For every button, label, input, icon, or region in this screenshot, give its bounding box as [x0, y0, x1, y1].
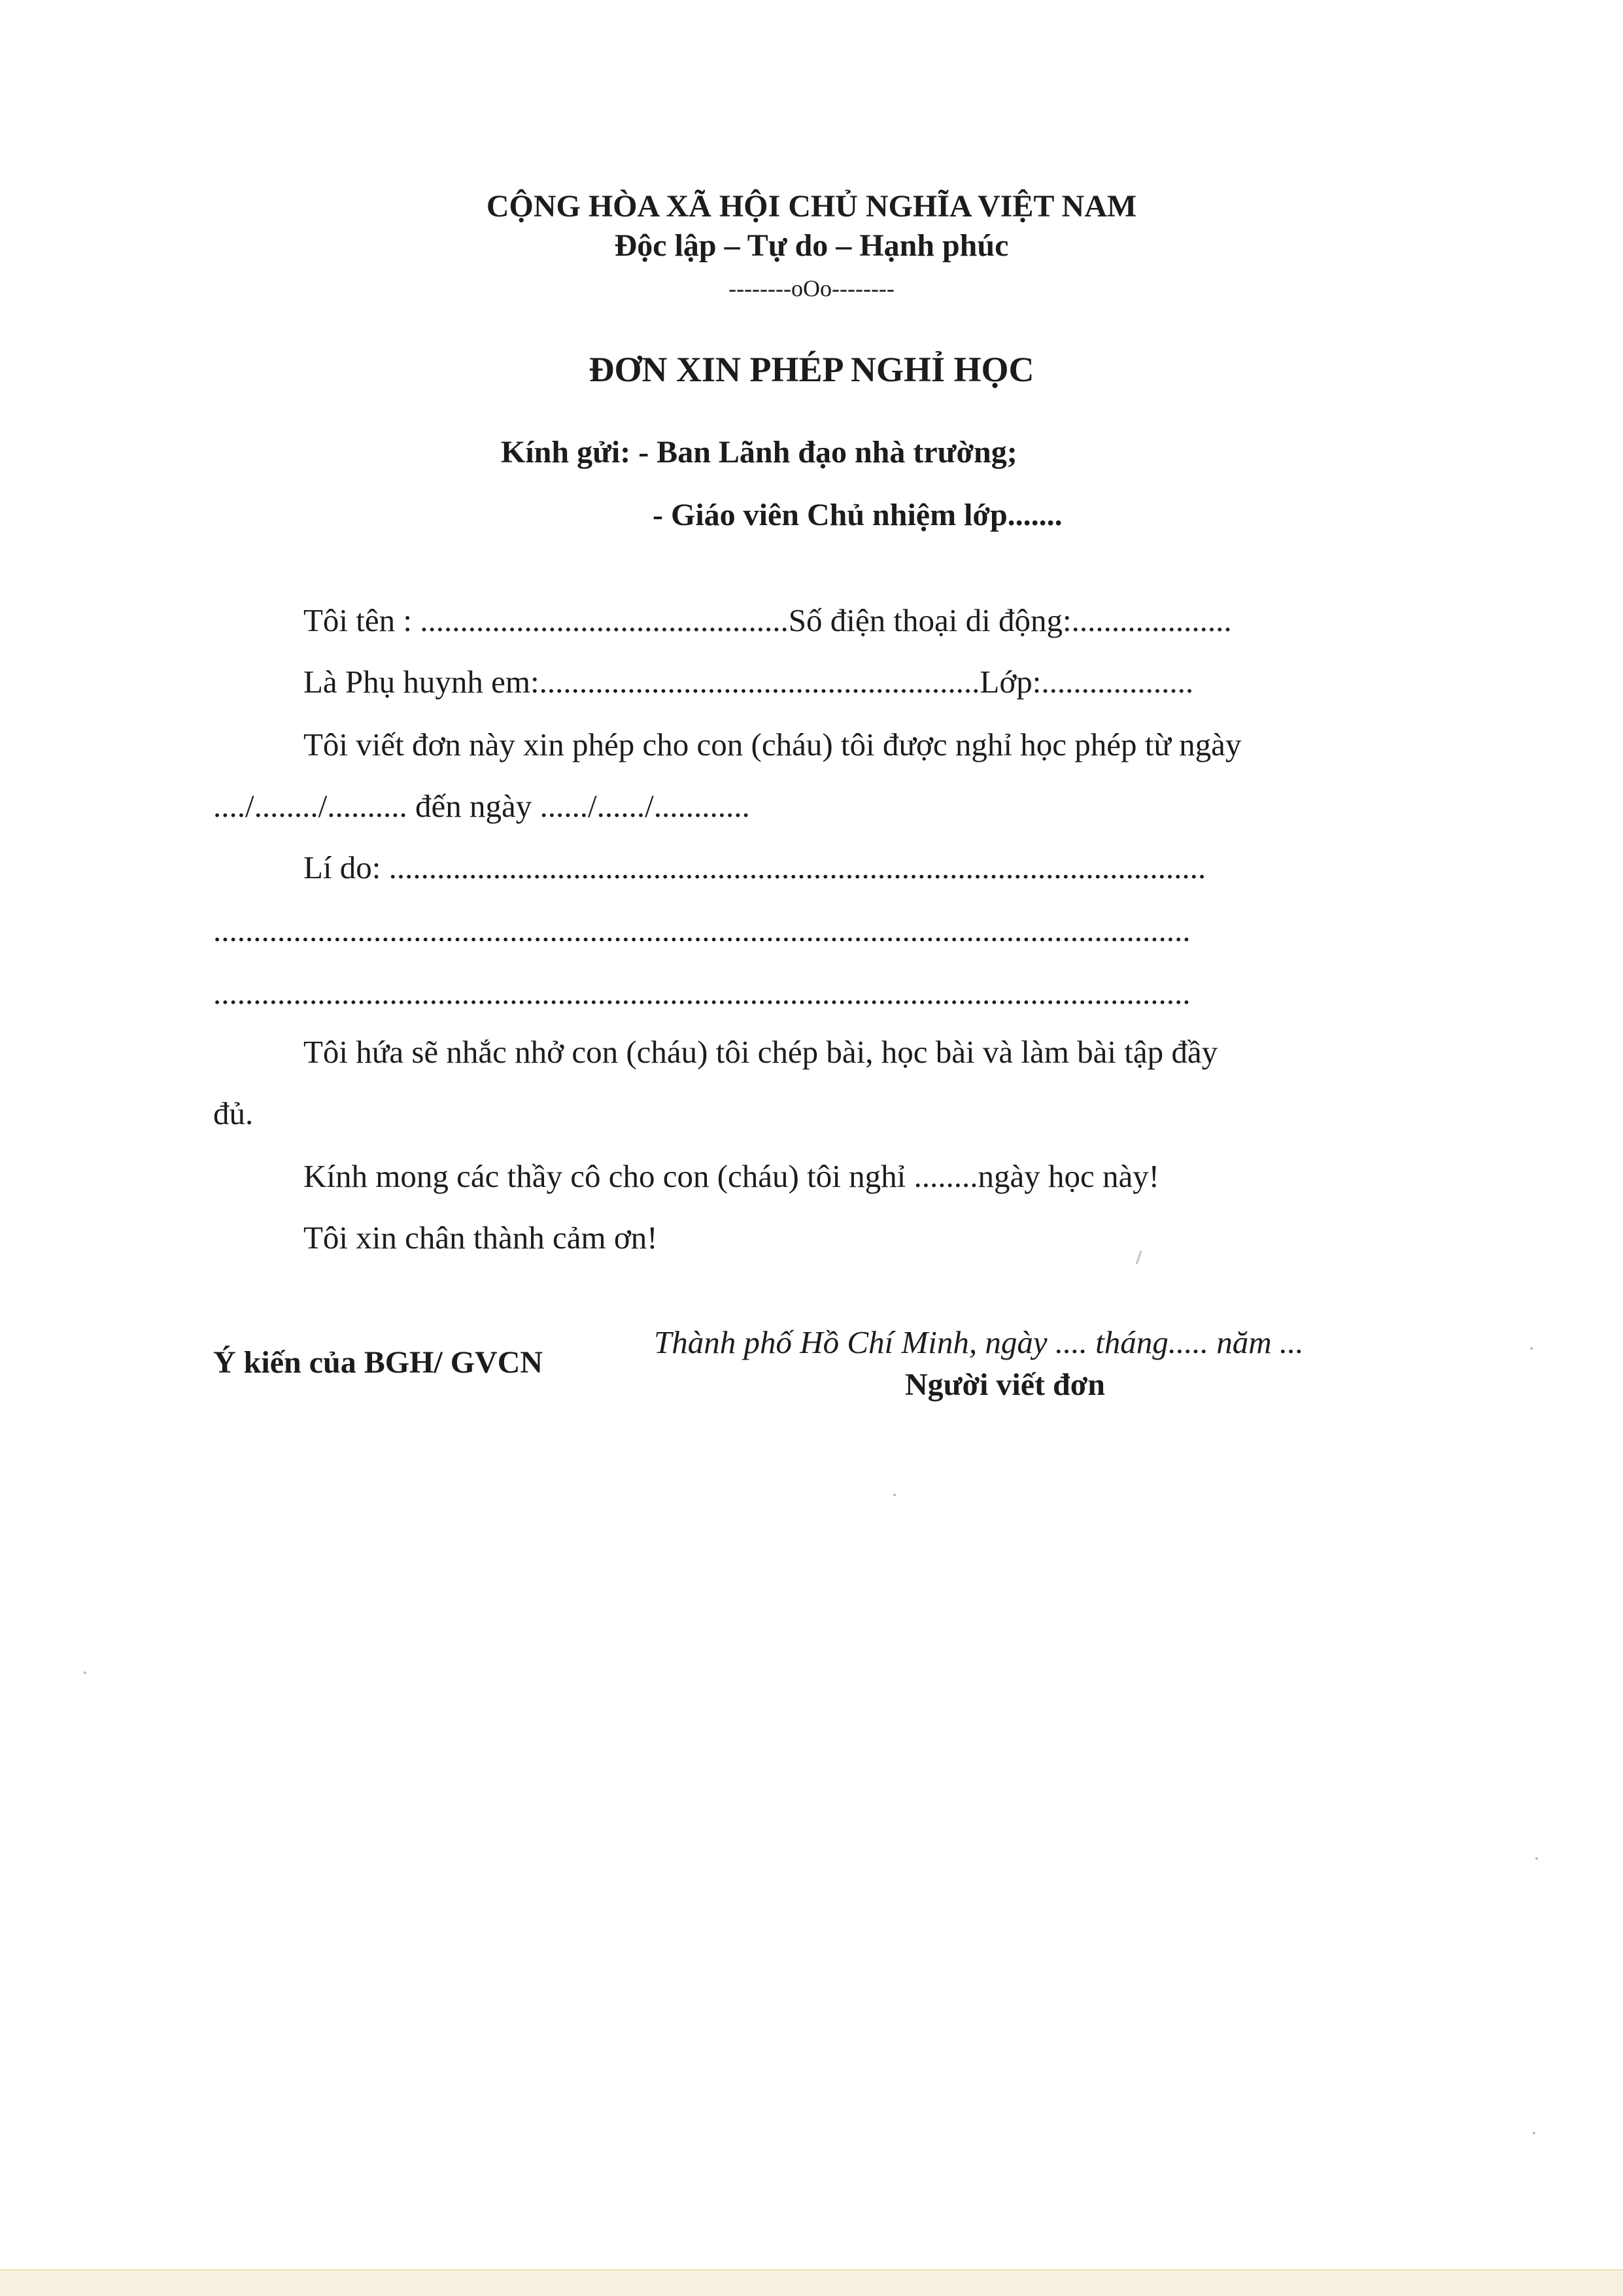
opinion-label: Ý kiến của BGH/ GVCN: [213, 1345, 543, 1380]
header-divider: --------oOo--------: [728, 275, 895, 301]
country-heading: CỘNG HÒA XÃ HỘI CHỦ NGHĨA VIỆT NAM: [486, 189, 1137, 224]
scan-speck: [1535, 1857, 1538, 1860]
scan-speck: [1530, 1347, 1533, 1350]
scan-speck: [893, 1494, 896, 1496]
date-range-line: ..../......../.......... đến ngày ....../....../............: [213, 788, 750, 824]
name-phone-line: Tôi tên : ..............................................Số điện thoại di động:....................: [303, 602, 1232, 638]
scan-speck: [1135, 1250, 1142, 1265]
writer-label: Người viết đơn: [905, 1367, 1105, 1402]
place-date-line: Thành phố Hồ Chí Minh, ngày .... tháng..... năm ...: [654, 1324, 1304, 1360]
request-line: Tôi viết đơn này xin phép cho con (cháu) tôi được nghỉ học phép từ ngày: [303, 727, 1242, 762]
recipient-line-1: Kính gửi: - Ban Lãnh đạo nhà trường;: [501, 435, 1017, 470]
scan-speck: [84, 1671, 86, 1674]
promise-line: Tôi hứa sẽ nhắc nhở con (cháu) tôi chép bài, học bài và làm bài tập đầy: [303, 1034, 1218, 1070]
promise-continuation: đủ.: [213, 1095, 254, 1131]
reason-line: Lí do: ......................................................................................................: [303, 849, 1206, 885]
request-days-line: Kính mong các thầy cô cho con (cháu) tôi nghỉ ........ngày học này!: [303, 1158, 1160, 1194]
reason-blank-line-1: ..........................................................................................................................: [213, 912, 1191, 948]
document-title: ĐƠN XIN PHÉP NGHỈ HỌC: [589, 350, 1034, 389]
recipient-line-2: - Giáo viên Chủ nhiệm lớp.......: [653, 498, 1063, 532]
thanks-line: Tôi xin chân thành cảm ơn!: [303, 1220, 658, 1256]
scan-speck: [1533, 2132, 1535, 2134]
scan-bottom-edge: [0, 2269, 1623, 2296]
motto: Độc lập – Tự do – Hạnh phúc: [614, 228, 1009, 263]
reason-blank-line-2: ..........................................................................................................................: [213, 975, 1191, 1011]
parent-class-line: Là Phụ huynh em:.......................................................Lớp:...................: [303, 664, 1194, 700]
